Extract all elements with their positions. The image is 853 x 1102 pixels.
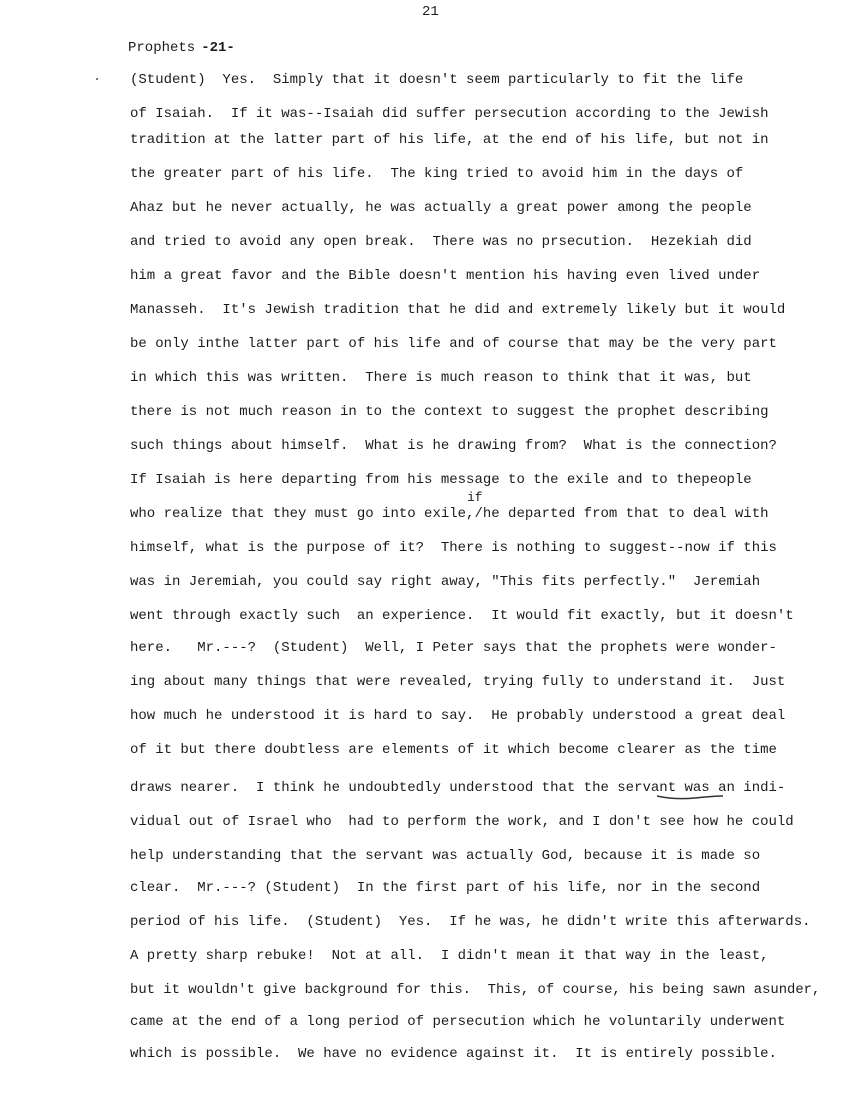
text-line: came at the end of a long period of persecution which he voluntarily underwent — [130, 1014, 786, 1030]
running-head-title: Prophets — [128, 40, 196, 56]
text-line: went through exactly such an experience. It would fit exactly, but it doesn't — [130, 608, 794, 624]
text-line: was in Jeremiah, you could say right away, "This fits perfectly." Jeremiah — [130, 574, 761, 590]
text-line: there is not much reason in to the context to suggest the prophet describing — [130, 404, 769, 420]
text-line: ing about many things that were revealed, trying fully to understand it. Just — [130, 674, 786, 690]
text-line: in which this was written. There is much reason to think that it was, but — [130, 370, 752, 386]
text-line: be only inthe latter part of his life and of course that may be the very part — [130, 336, 777, 352]
text-line: If Isaiah is here departing from his message to the exile and to thepeople — [130, 472, 752, 488]
text-line: him a great favor and the Bible doesn't mention his having even lived under — [130, 268, 761, 284]
text-line: himself, what is the purpose of it? There is nothing to suggest--now if this — [130, 540, 777, 556]
text-line: help understanding that the servant was actually God, because it is made so — [130, 848, 761, 864]
text-line: how much he understood it is hard to say. He probably understood a great deal — [130, 708, 786, 724]
text-line: and tried to avoid any open break. There was no prsecution. Hezekiah did — [130, 234, 752, 250]
text-line: of Isaiah. If it was--Isaiah did suffer persecution according to the Jewish — [130, 106, 769, 122]
text-line: who realize that they must go into exile,/he departed from that to deal with — [130, 506, 769, 522]
running-head-number: -21- — [201, 40, 235, 56]
text-line: clear. Mr.---? (Student) In the first part of his life, nor in the second — [130, 880, 761, 896]
text-line: A pretty sharp rebuke! Not at all. I didn't mean it that way in the least, — [130, 948, 769, 964]
text-line: Ahaz but he never actually, he was actually a great power among the people — [130, 200, 752, 216]
running-head — [128, 40, 235, 56]
handwritten-underline — [655, 794, 725, 800]
text-line: vidual out of Israel who had to perform the work, and I don't see how he could — [130, 814, 794, 830]
text-line: draws nearer. I think he undoubtedly understood that the servant was an indi- — [130, 780, 786, 796]
handwritten-insertion: if — [467, 490, 483, 505]
text-line: tradition at the latter part of his life, at the end of his life, but not in — [130, 132, 769, 148]
text-line: such things about himself. What is he drawing from? What is the connection? — [130, 438, 777, 454]
text-line: period of his life. (Student) Yes. If he was, he didn't write this afterwards. — [130, 914, 811, 930]
page-number: 21 — [422, 4, 439, 20]
text-line: but it wouldn't give background for this. This, of course, his being sawn asunder, — [130, 982, 821, 998]
text-line: Manasseh. It's Jewish tradition that he did and extremely likely but it would — [130, 302, 786, 318]
text-line: here. Mr.---? (Student) Well, I Peter says that the prophets were wonder- — [130, 640, 777, 656]
text-line: which is possible. We have no evidence against it. It is entirely possible. — [130, 1046, 777, 1062]
text-line: (Student) Yes. Simply that it doesn't seem particularly to fit the life — [130, 72, 744, 88]
text-line: the greater part of his life. The king tried to avoid him in the days of — [130, 166, 744, 182]
margin-mark — [96, 78, 98, 80]
text-line: of it but there doubtless are elements of it which become clearer as the time — [130, 742, 777, 758]
